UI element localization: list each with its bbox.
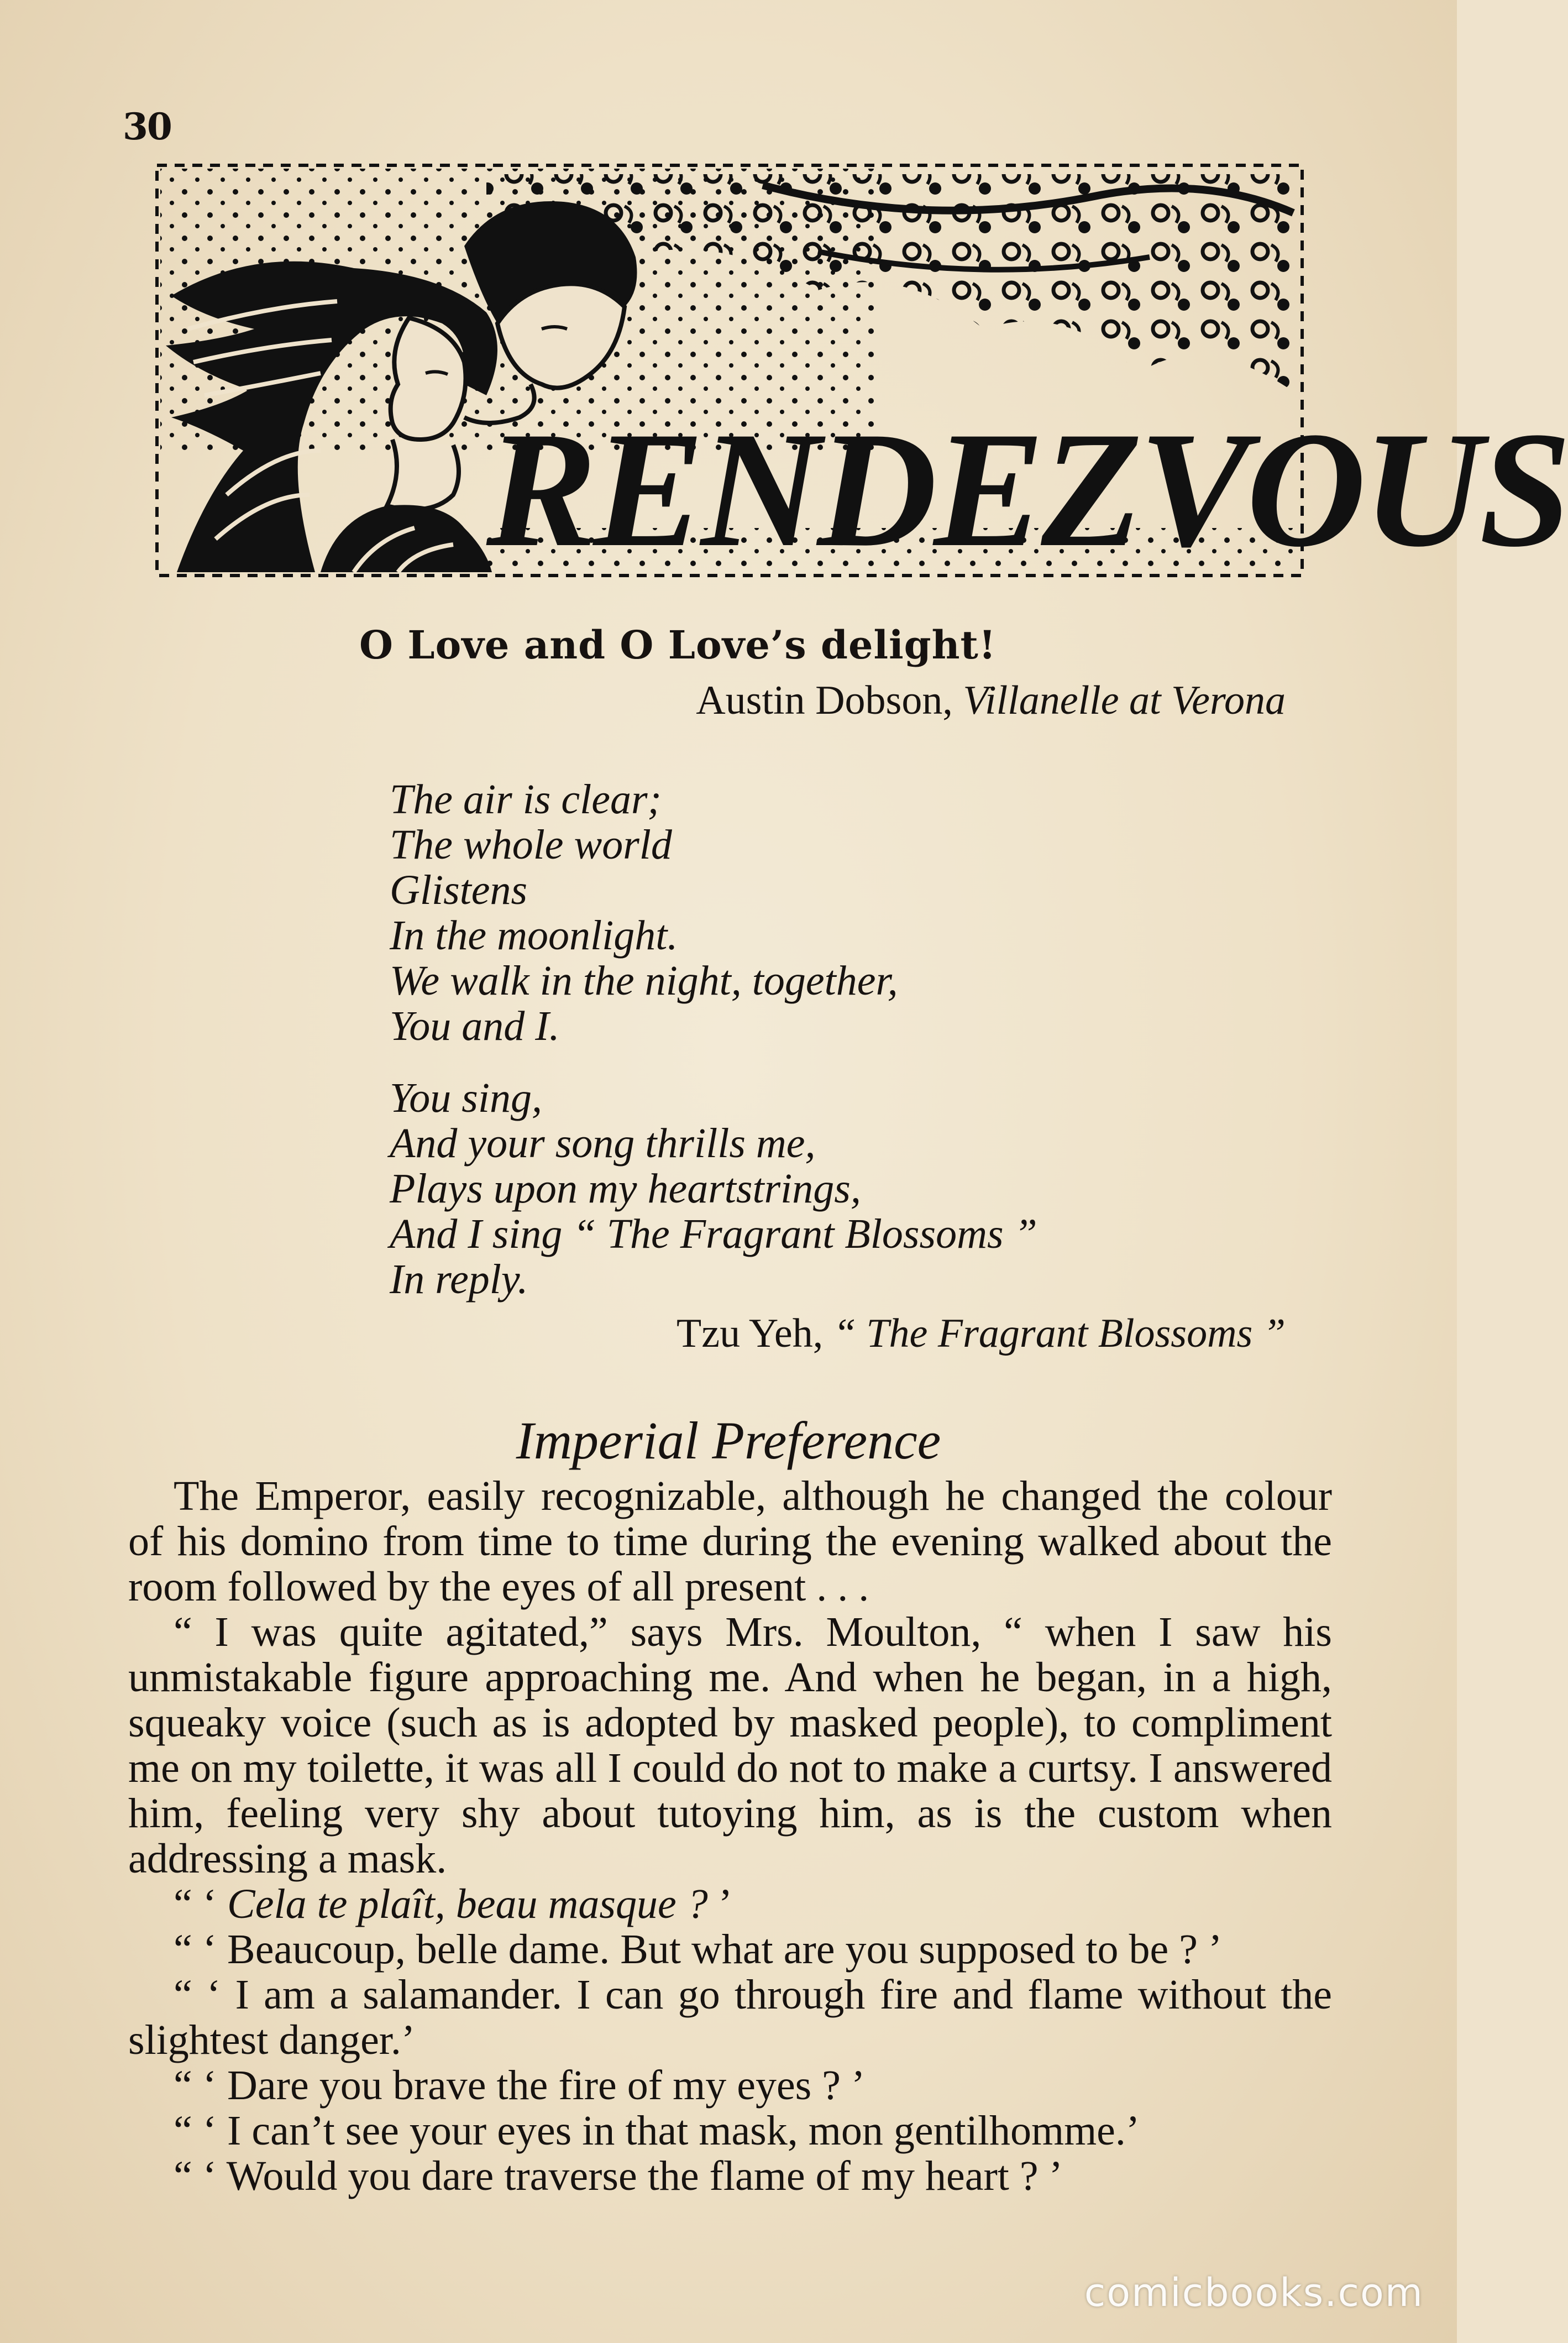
quote-close: ’	[718, 1881, 733, 1927]
poem-work: “ The Fragrant Blossoms ”	[833, 1311, 1286, 1356]
epigraph-attribution	[696, 677, 1286, 724]
watermark: comicbooks.com	[1084, 2270, 1424, 2315]
page-number: 30	[123, 105, 171, 148]
poem-line: In the moonlight.	[390, 912, 678, 959]
section-body	[128, 1473, 1332, 2199]
poem-line: In reply.	[390, 1256, 528, 1303]
section-title: Imperial Preference	[516, 1411, 941, 1470]
paragraph-italic-quote	[128, 1881, 1332, 1927]
paragraph: “ ‘ Beaucoup, belle dame. But what are you supposed to be ? ’	[174, 1926, 1223, 1973]
poem-line: And your song thrills me,	[390, 1120, 816, 1167]
banner-title: RENDEZVOUS	[486, 398, 1568, 581]
epigraph-quote: O Love and O Love’s delight!	[359, 622, 997, 668]
poem-line: Plays upon my heartstrings,	[390, 1165, 861, 1212]
poem-stanza-2	[390, 1075, 1037, 1302]
poem-line: Glistens	[390, 867, 528, 913]
rendezvous-illustration	[155, 163, 1568, 581]
quote-open: “ ‘	[174, 1881, 217, 1927]
paragraph: “ ‘ Would you dare traverse the flame of my heart ? ’	[174, 2153, 1063, 2199]
paragraph: “ I was quite agitated,” says Mrs. Moulton, “ when I saw his unmistakable figure approaching me. And when he began, in a high, squeaky voice (such as is adopted by masked people), to compliment me on my toilette, it was all I could do not to make a curtsy. I answered him, feeling very shy about tutoying him, as is the custom when addressing a mask.	[128, 1609, 1332, 1882]
poem-line: We walk in the night, together,	[390, 958, 898, 1004]
paragraph: The Emperor, easily recognizable, although he changed the colour of his domino from time to time during the evening walked about the room followed by the eyes of all present . . .	[128, 1473, 1332, 1610]
poem-line: And I sing “ The Fragrant Blossoms ”	[390, 1211, 1037, 1257]
poem-stanza-1	[390, 777, 898, 1049]
poem-line: You sing,	[390, 1075, 542, 1121]
poem-line: You and I.	[390, 1003, 560, 1049]
epigraph-work: Villanelle at Verona	[963, 678, 1286, 723]
epigraph-author: Austin Dobson,	[696, 678, 953, 723]
paragraph: “ ‘ I can’t see your eyes in that mask, mon gentilhomme.’	[174, 2107, 1140, 2154]
poem-author: Tzu Yeh,	[677, 1311, 824, 1356]
italic-quote: Cela te plaît, beau masque ?	[227, 1881, 708, 1927]
paragraph: “ ‘ Dare you brave the fire of my eyes ? ’	[174, 2062, 866, 2109]
poem-line: The air is clear;	[390, 776, 662, 823]
poem-attribution	[677, 1310, 1286, 1357]
poem-line: The whole world	[390, 822, 672, 868]
paragraph: “ ‘ I am a salamander. I can go through fire and flame without the slightest danger.’	[128, 1971, 1332, 2063]
